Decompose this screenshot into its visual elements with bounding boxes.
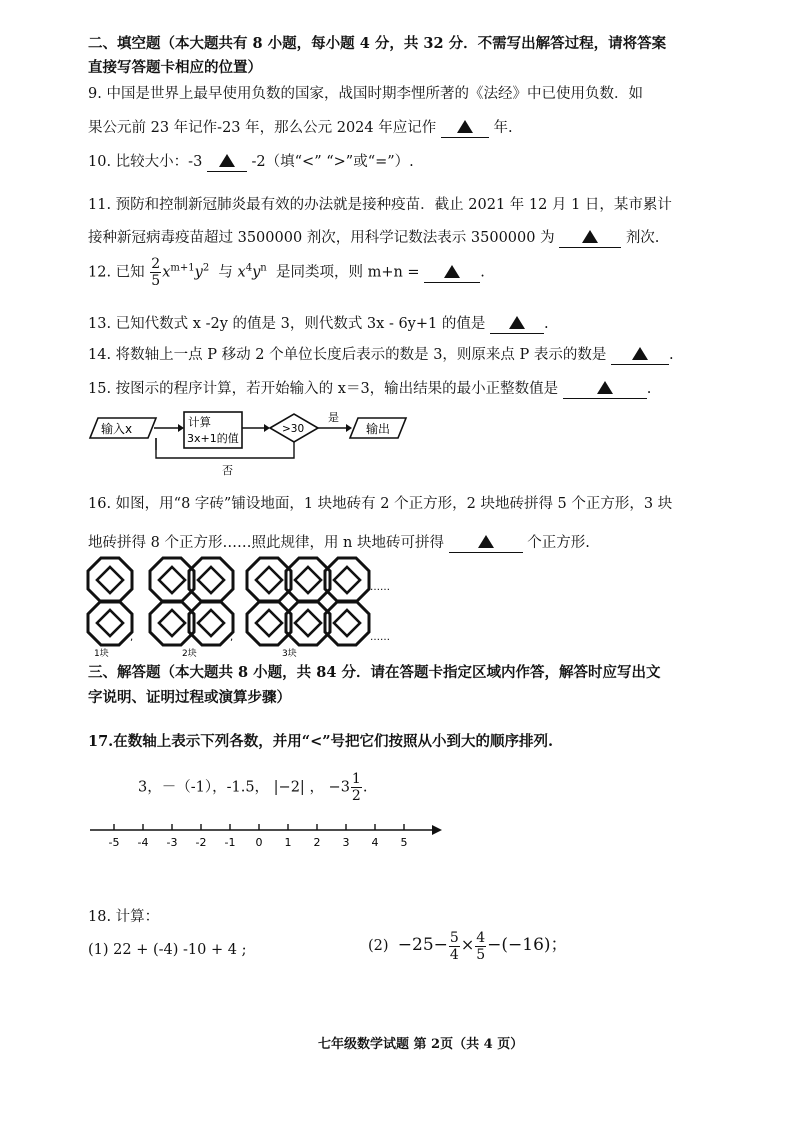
section-title-continued: 直接写答题卡相应的位置） — [88, 59, 262, 76]
question-17: 17.在数轴上表示下列各数，并用“<”号把它们按照从小到大的顺序排列. — [88, 733, 554, 750]
axis-tick-label: 2 — [313, 836, 321, 849]
triangle-icon — [597, 381, 613, 394]
answer-blank — [424, 265, 480, 283]
exponent: 2 — [202, 262, 210, 274]
answer-blank — [490, 316, 544, 334]
question-18-part2 — [368, 930, 568, 962]
axis-tick-label: -1 — [224, 836, 236, 849]
question-15-text: 15. 按图示的程序计算，若开始输入的 x＝3，输出结果的最小正整数值是 — [88, 381, 559, 397]
flow-condition: >30 — [282, 423, 305, 435]
fraction — [150, 257, 161, 288]
question-18-title: 18. 计算： — [88, 909, 160, 925]
question-12-mid: 与 — [218, 264, 233, 281]
eight-tile-figure — [86, 556, 396, 658]
ellipsis: …… — [370, 632, 390, 643]
question-11-line1: 11. 预防和控制新冠肺炎最有效的办法就是接种疫苗．截止 2021 年 12 月 1 日，某市累计 — [88, 197, 672, 213]
answer-blank — [449, 535, 523, 553]
separator-comma: , — [130, 632, 134, 643]
arrow-head — [178, 424, 184, 432]
arrow-head — [432, 825, 442, 835]
question-16-suffix: 个正方形. — [527, 535, 590, 551]
question-12-prefix: 12. 已知 — [88, 264, 145, 281]
question-12 — [88, 257, 485, 288]
question-14 — [88, 343, 674, 365]
axis-tick-label: 1 — [284, 836, 292, 849]
flow-output-label: 输出 — [366, 422, 391, 436]
exponent: 4 — [245, 262, 253, 274]
axis-tick-label: -2 — [195, 836, 207, 849]
question-11-text: 接种新冠病毒疫苗超过 3500000 剂次，用科学记数法表示 3500000 为 — [88, 230, 555, 246]
ellipsis: …… — [370, 582, 390, 593]
question-15-suffix: . — [646, 381, 652, 397]
question-10-text: 10. 比较大小：-3 — [88, 154, 203, 170]
fraction-denominator: 5 — [476, 946, 486, 963]
fraction-denominator: 4 — [449, 946, 459, 963]
flow-compute-label: 计算 — [188, 415, 211, 429]
axis-tick-label: 4 — [371, 836, 379, 849]
question-13-text: 13. 已知代数式 x -2y 的值是 3，则代数式 3x - 6y+1 的值是 — [88, 316, 486, 332]
variable: x — [237, 264, 246, 281]
tile-group-1 — [88, 558, 132, 645]
axis-tick-label: 5 — [400, 836, 408, 849]
answer-blank — [207, 154, 247, 172]
fraction-numerator: 5 — [449, 929, 459, 946]
flow-input-label: 输入x — [101, 422, 133, 436]
separator-comma: , — [230, 632, 234, 643]
question-16-text: 地砖拼得 8 个正方形……照此规律，用 n 块地砖可拼得 — [88, 535, 444, 551]
axis-tick-label: 3 — [342, 836, 350, 849]
fraction-numerator: 4 — [476, 929, 486, 946]
fraction-numerator: 2 — [151, 256, 161, 272]
fraction — [449, 931, 460, 962]
question-16-line2 — [88, 531, 590, 553]
variable: y — [252, 264, 261, 281]
question-9-suffix: 年. — [493, 120, 513, 136]
exponent: m+1 — [170, 262, 195, 274]
variable: y — [194, 264, 203, 281]
tile-label: 3块 — [282, 649, 297, 658]
absolute-value: |−2| — [273, 779, 305, 796]
tile-group-2 — [150, 558, 233, 645]
fraction-denominator: 2 — [351, 788, 361, 804]
question-12-suffix: . — [480, 264, 485, 281]
fraction — [475, 931, 486, 962]
triangle-icon — [478, 535, 494, 548]
expression-part: −(−16)； — [487, 935, 568, 955]
mixed-number-whole: −3 — [328, 779, 350, 796]
question-17-numbers — [138, 772, 367, 803]
triangle-icon — [582, 230, 598, 243]
axis-tick-label: 0 — [255, 836, 263, 849]
question-18-part1: (1) 22 + (-4) -10 + 4 ; — [88, 942, 247, 958]
variable: x — [162, 264, 171, 281]
tile-label: 2块 — [182, 649, 197, 658]
triangle-icon — [509, 316, 525, 329]
program-flowchart — [84, 404, 424, 476]
question-11-suffix: 剂次. — [625, 230, 660, 246]
question-12-text: 是同类项，则 m+n = — [275, 264, 420, 281]
tile-label: 1块 — [94, 649, 109, 658]
fraction — [351, 772, 362, 803]
triangle-icon — [457, 120, 473, 133]
question-9-line2 — [88, 116, 513, 138]
answer-blank — [611, 347, 669, 365]
arrow-head — [346, 424, 352, 432]
triangle-icon — [219, 154, 235, 167]
answer-blank — [441, 120, 489, 138]
question-9-line1: 9. 中国是世界上最早使用负数的国家，战国时期李悝所著的《法经》中已使用负数．如 — [88, 86, 643, 102]
question-9-text: 果公元前 23 年记作-23 年，那么公元 2024 年应记作 — [88, 120, 437, 136]
period: . — [362, 779, 368, 796]
answer-blank — [559, 230, 621, 248]
tile-group-3 — [247, 558, 369, 645]
question-11-line2 — [88, 226, 659, 248]
number-line — [86, 818, 446, 854]
fraction-numerator: 1 — [351, 771, 361, 787]
separator: ， — [309, 779, 324, 796]
axis-tick-label: -3 — [166, 836, 178, 849]
question-15 — [88, 377, 651, 399]
exponent: n — [260, 262, 267, 274]
triangle-icon — [444, 265, 460, 278]
part-label: (2) — [368, 938, 389, 954]
question-14-text: 14. 将数轴上一点 P 移动 2 个单位长度后表示的数是 3，则原来点 P 表示的数是 — [88, 347, 607, 363]
flow-yes-label: 是 — [328, 411, 339, 424]
axis-tick-label: -4 — [137, 836, 149, 849]
axis-tick-label: -5 — [108, 836, 120, 849]
section-title-continued: 字说明、证明过程或演算步骤） — [88, 689, 291, 706]
question-13 — [88, 312, 549, 334]
triangle-icon — [632, 347, 648, 360]
times-sign: × — [460, 935, 475, 954]
answer-blank — [563, 381, 647, 399]
fraction-denominator: 5 — [151, 273, 161, 289]
section-title: 三、解答题（本大题共 8 小题，共 84 分．请在答题卡指定区域内作答，解答时应写出文 — [88, 664, 661, 681]
question-10 — [88, 150, 414, 172]
number-list: 3，－（-1），-1.5， — [138, 779, 270, 796]
section-title: 二、填空题（本大题共有 8 小题，每小题 4 分，共 32 分．不需写出解答过程，请将答案 — [88, 35, 667, 52]
flow-no-label: 否 — [222, 464, 233, 476]
flow-compute-formula: 3x+1的值 — [187, 432, 239, 445]
question-13-suffix: . — [543, 316, 549, 332]
question-16-line1: 16. 如图，用“8 字砖”铺设地面，1 块地砖有 2 个正方形，2 块地砖拼得 5 个正方形，3 块 — [88, 496, 673, 512]
page-footer: 七年级数学试题 第 2页（共 4 页） — [318, 1037, 524, 1052]
question-10-suffix: -2（填“<” “>”或“=”）. — [251, 154, 414, 170]
expression-part: −25− — [397, 935, 448, 955]
question-14-suffix: . — [669, 347, 674, 363]
